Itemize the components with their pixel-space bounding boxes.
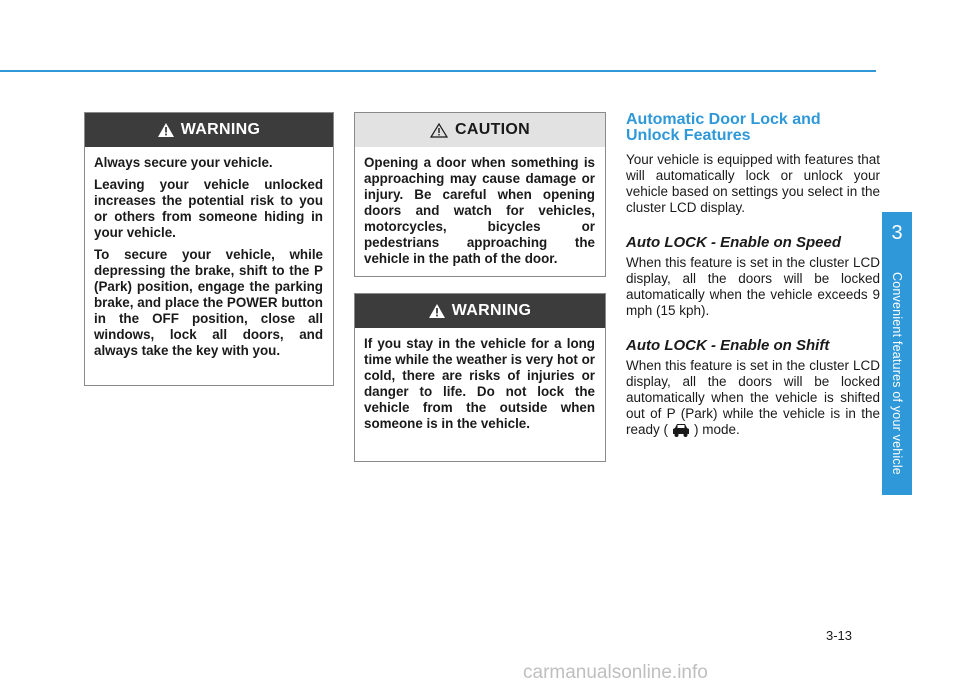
- caution-label: CAUTION: [455, 121, 530, 138]
- section-intro: Your vehicle is equipped with features that will automatically lock or unlock your vehicle based on settings you select in the cluster LCD display.: [626, 152, 880, 215]
- caution-body: [355, 147, 605, 277]
- shift-heading: Auto LOCK - Enable on Shift: [626, 337, 830, 354]
- section-title-line: Unlock Features: [626, 127, 751, 144]
- watermark: carmanualsonline.info: [523, 662, 708, 683]
- caution-header: [355, 113, 605, 147]
- caution-box-doors: [354, 112, 606, 277]
- warning-body: [355, 328, 605, 442]
- section-title: [626, 112, 880, 144]
- chapter-side-tab: [882, 212, 912, 495]
- shift-text-after: ) mode.: [694, 422, 740, 437]
- warning-paragraph: To secure your vehicle, while depressing the brake, shift to the P (Park) position, engage the parking brake, and place the POWER button in the OFF position, close all windows, lock all doors, and always take the key with you.: [94, 247, 323, 358]
- auto-lock-section: [626, 112, 880, 438]
- warning-box-secure: [84, 112, 334, 386]
- caution-triangle-icon: [430, 123, 448, 138]
- ready-car-icon: [671, 422, 691, 438]
- header-rule: [0, 70, 876, 72]
- shift-text: [626, 358, 880, 438]
- warning-body: [85, 147, 333, 369]
- caution-paragraph: Opening a door when something is approaching may cause damage or injury. Be careful when opening doors and watch for vehicles, motorcycles, bicycles or pedestrians approaching the vehicle in the path of the door.: [364, 155, 595, 266]
- chapter-number: 3: [891, 222, 903, 244]
- warning-header: [85, 113, 333, 147]
- warning-paragraph: If you stay in the vehicle for a long time while the weather is very hot or cold, there are risks of injuries or danger to life. Do not lock the vehicle from the outside when someone is in the vehicle.: [364, 336, 595, 431]
- chapter-title: Convenient features of your vehicle: [890, 272, 904, 475]
- warning-box-weather: [354, 293, 606, 462]
- warning-label: WARNING: [451, 302, 532, 319]
- speed-text: When this feature is set in the cluster LCD display, all the doors will be locked automatically when the vehicle exceeds 9 mph (15 kph).: [626, 255, 880, 318]
- warning-triangle-icon: [429, 304, 445, 318]
- warning-paragraph: Always secure your vehicle.: [94, 155, 273, 170]
- warning-label: WARNING: [180, 121, 261, 138]
- speed-heading: Auto LOCK - Enable on Speed: [626, 234, 842, 251]
- warning-triangle-icon: [158, 123, 174, 137]
- warning-header: [355, 294, 605, 328]
- section-title-line: Automatic Door Lock and: [626, 111, 821, 128]
- shift-text-before: When this feature is set in the cluster LCD display, all the doors will be locked automatically when the vehicle is shifted out of P (Park) while the vehicle is in the ready (: [626, 358, 880, 437]
- warning-paragraph: Leaving your vehicle unlocked increases the potential risk to you or others from someone hiding in your vehicle.: [94, 177, 323, 240]
- page-number: 3-13: [826, 628, 853, 643]
